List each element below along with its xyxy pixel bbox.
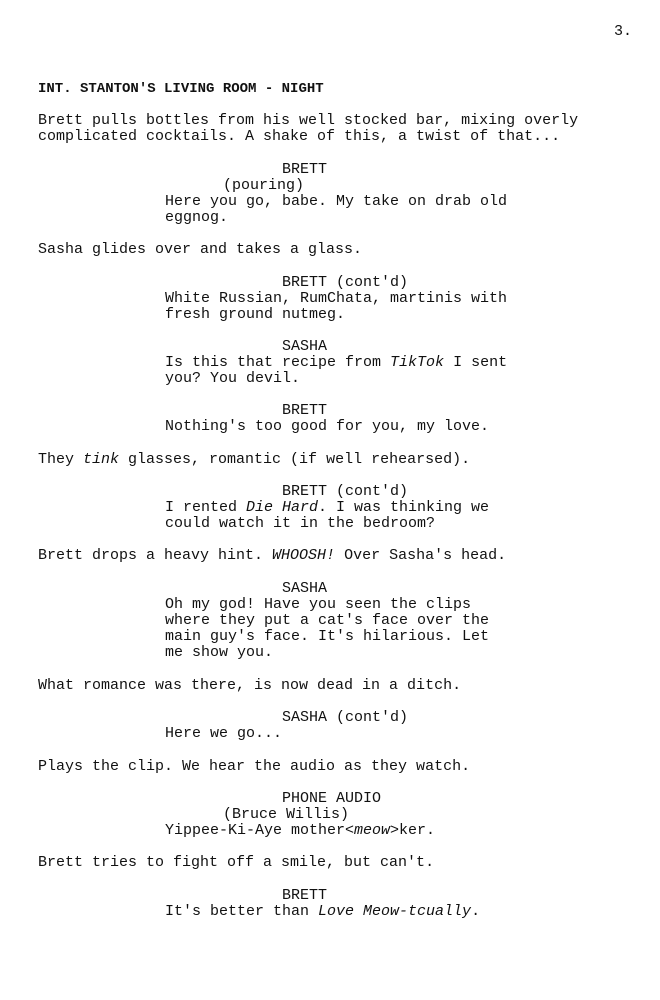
- dialogue-line: you? You devil.: [165, 370, 301, 387]
- dialogue-text: ker.: [399, 822, 436, 839]
- parenthetical: (Bruce Willis): [223, 806, 350, 823]
- dialogue-line: me show you.: [165, 644, 274, 661]
- dialogue-line: [165, 500, 545, 516]
- dialogue-italic: Love Meow-tcually: [318, 903, 472, 920]
- action-text: They: [38, 451, 84, 468]
- parenthetical: (pouring): [223, 177, 305, 194]
- dialogue-text: .: [471, 903, 481, 920]
- action-line: [38, 548, 628, 564]
- character-name: SASHA: [282, 580, 328, 597]
- dialogue-line: Here we go...: [165, 725, 283, 742]
- character-name: BRETT (cont'd): [282, 274, 409, 291]
- dialogue-italic: Die Hard: [246, 499, 319, 516]
- action-italic: WHOOSH!: [272, 547, 336, 564]
- dialogue-line: [165, 355, 545, 371]
- dialogue-line: Nothing's too good for you, my love.: [165, 418, 490, 435]
- dialogue-line: [165, 904, 545, 920]
- dialogue-text: Yippee-Ki-Aye mother: [165, 822, 346, 839]
- dialogue-line: [165, 823, 545, 839]
- action-line: What romance was there, is now dead in a ditch.: [38, 677, 462, 694]
- action-line: [38, 452, 628, 468]
- dialogue-line: where they put a cat's face over the: [165, 612, 490, 629]
- dialogue-italic: <meow>: [345, 822, 400, 839]
- action-text: Brett drops a heavy hint.: [38, 547, 273, 564]
- character-name: SASHA: [282, 338, 328, 355]
- dialogue-line: White Russian, RumChata, martinis with: [165, 290, 508, 307]
- character-name: BRETT (cont'd): [282, 483, 409, 500]
- action-line: Sasha glides over and takes a glass.: [38, 241, 363, 258]
- character-name: PHONE AUDIO: [282, 790, 382, 807]
- action-line: Brett tries to fight off a smile, but can't.: [38, 854, 435, 871]
- dialogue-line: could watch it in the bedroom?: [165, 515, 436, 532]
- dialogue-line: Oh my god! Have you seen the clips: [165, 596, 472, 613]
- action-text: glasses, romantic (if well rehearsed).: [119, 451, 471, 468]
- dialogue-text: It's better than: [165, 903, 319, 920]
- action-line: complicated cocktails. A shake of this, a twist of that...: [38, 128, 561, 145]
- dialogue-text: I rented: [165, 499, 247, 516]
- dialogue-text: Is this that recipe from: [165, 354, 391, 371]
- character-name: BRETT: [282, 402, 328, 419]
- character-name: BRETT: [282, 161, 328, 178]
- dialogue-text: I sent: [444, 354, 508, 371]
- action-italic: tink: [83, 451, 120, 468]
- action-text: Over Sasha's head.: [335, 547, 507, 564]
- dialogue-line: eggnog.: [165, 209, 229, 226]
- character-name: SASHA (cont'd): [282, 709, 409, 726]
- character-name: BRETT: [282, 887, 328, 904]
- action-line: Plays the clip. We hear the audio as they watch.: [38, 758, 471, 775]
- dialogue-italic: TikTok: [390, 354, 445, 371]
- dialogue-text: . I was thinking we: [318, 499, 490, 516]
- scene-heading: INT. STANTON'S LIVING ROOM - NIGHT: [38, 81, 324, 97]
- dialogue-line: main guy's face. It's hilarious. Let: [165, 628, 490, 645]
- dialogue-line: fresh ground nutmeg.: [165, 306, 346, 323]
- page-number: 3.: [614, 23, 633, 40]
- dialogue-line: Here you go, babe. My take on drab old: [165, 193, 508, 210]
- action-line: Brett pulls bottles from his well stocked bar, mixing overly: [38, 112, 579, 129]
